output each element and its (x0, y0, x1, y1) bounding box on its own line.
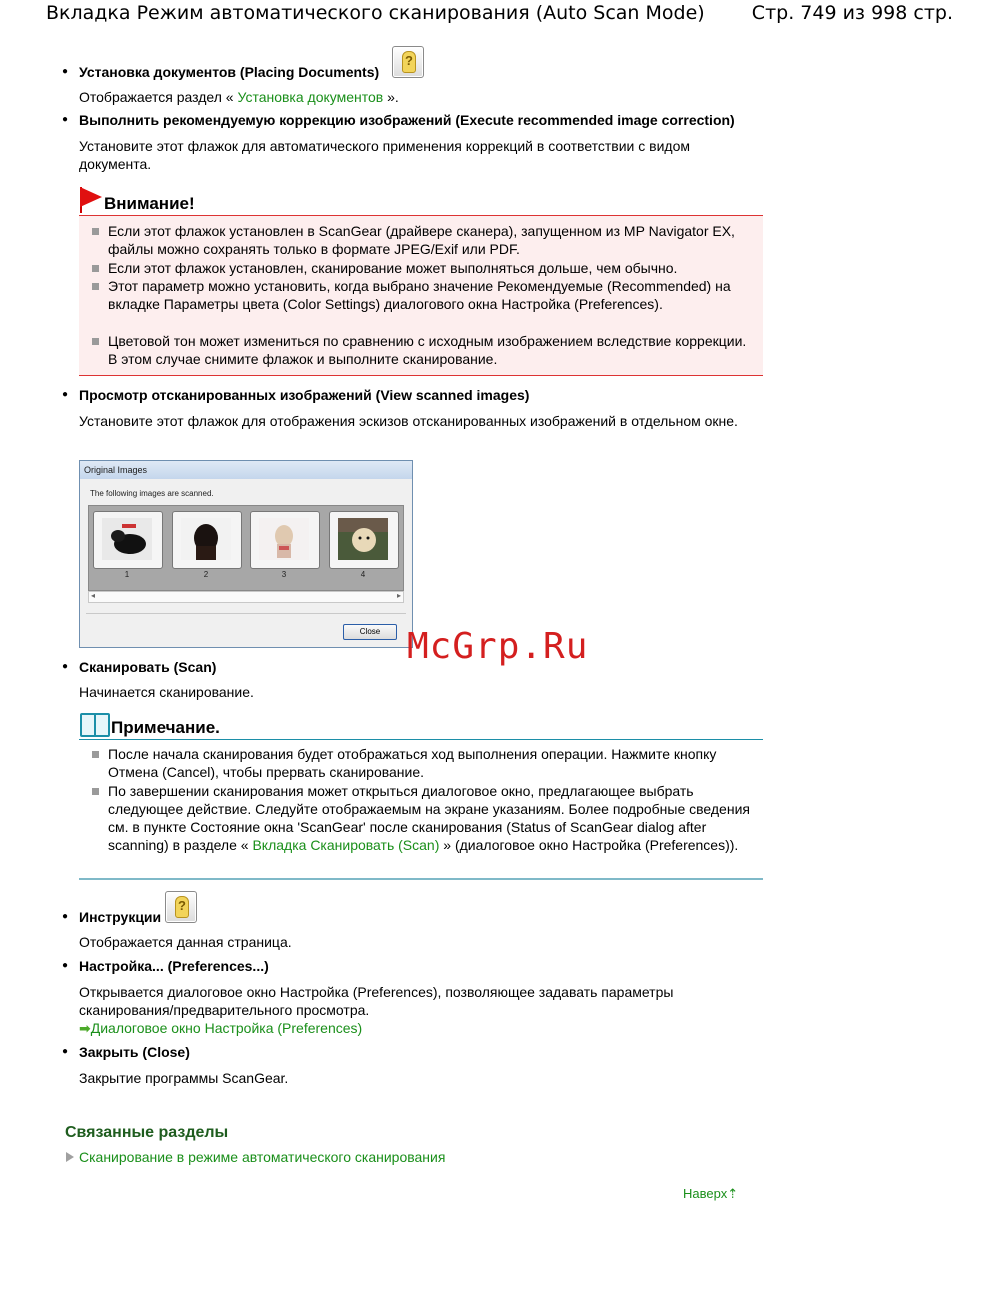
note-book-icon (80, 713, 110, 737)
caution-flag-icon (80, 187, 102, 207)
bullet: ● (62, 911, 69, 922)
scan-tab-link[interactable]: Вкладка Сканировать (Scan) (248, 837, 444, 853)
preferences-dialog-link[interactable]: Диалоговое окно Настройка (Preferences) (90, 1020, 363, 1036)
list-square-icon (92, 283, 99, 290)
preferences-title: Настройка... (Preferences...) (79, 958, 269, 974)
view-title: Просмотр отсканированных изображений (View scanned images) (79, 387, 530, 403)
thumbnail[interactable] (93, 511, 163, 569)
bullet: ● (62, 661, 69, 672)
back-to-top-label: Наверх (683, 1186, 728, 1201)
view-desc: Установите этот флажок для отображения эскизов отсканированных изображений в отдельном окне. (79, 413, 738, 429)
original-images-dialog (79, 460, 413, 648)
thumbnail[interactable] (172, 511, 242, 569)
back-to-top-link[interactable] (683, 1186, 738, 1202)
scan-desc: Начинается сканирование. (79, 684, 254, 700)
triangle-right-icon (66, 1152, 74, 1162)
horizontal-scrollbar[interactable] (88, 591, 404, 603)
arrow-up-icon: ⇡ (727, 1186, 739, 1201)
note-rule (79, 739, 763, 740)
dialog-separator (86, 613, 406, 614)
help-icon: ? (165, 891, 197, 923)
help-icon: ? (392, 46, 424, 78)
bullet: ● (62, 960, 69, 971)
thumbnail-strip (88, 505, 404, 591)
list-square-icon (92, 228, 99, 235)
correction-desc: Установите этот флажок для автоматического применения коррекций в соответствии с видом документа. (79, 138, 690, 172)
bullet: ● (62, 114, 69, 125)
watermark: McGrp.Ru (407, 626, 589, 667)
placing-desc (79, 88, 759, 106)
thumbnail[interactable] (250, 511, 320, 569)
caution-item: Если этот флажок установлен в ScanGear (драйвере сканера), запущенном из MP Navigator EX, файлы можно сохранять только в формате JPEG/Exif или PDF. (108, 223, 735, 257)
dog-photo-icon (181, 518, 231, 560)
scroll-right-icon[interactable]: ▸ (396, 591, 401, 600)
related-topic-link[interactable]: Сканирование в режиме автоматического сканирования (79, 1149, 446, 1165)
list-square-icon (92, 338, 99, 345)
scroll-left-icon[interactable]: ◂ (91, 591, 96, 600)
scan-title: Сканировать (Scan) (79, 659, 217, 675)
caution-title: Внимание! (104, 194, 195, 213)
list-square-icon (92, 265, 99, 272)
instructions-desc: Отображается данная страница. (79, 934, 292, 950)
preferences-desc: Открывается диалоговое окно Настройка (Preferences), позволяющее задавать параметры сканирования/предварительного просмотра. (79, 984, 674, 1018)
dog-photo-icon (102, 518, 152, 560)
thumbnail-number: 2 (203, 570, 209, 579)
instructions-title: Инструкции (79, 909, 162, 925)
bullet: ● (62, 389, 69, 400)
note-rule-bottom (79, 878, 763, 880)
caution-item: Цветовой тон может измениться по сравнению с исходным изображением вследствие коррекции. В этом случае снимите флажок и выполните сканирование. (108, 333, 747, 367)
related-topics-title: Связанные разделы (65, 1124, 229, 1141)
note-title: Примечание. (111, 718, 220, 737)
dialog-title: Original Images (80, 461, 412, 479)
note-item-text-end: » (диалоговое окно Настройка (Preferences)). (443, 837, 739, 853)
close-desc: Закрытие программы ScanGear. (79, 1070, 289, 1086)
page-header-title: Вкладка Режим автоматического сканирования (Auto Scan Mode) (46, 2, 705, 24)
list-square-icon (92, 751, 99, 758)
dialog-message: The following images are scanned. (90, 489, 214, 498)
placing-desc-prefix: Отображается раздел « (79, 89, 234, 105)
green-arrow-icon: ➡ (79, 1020, 91, 1036)
dog-photo-icon (259, 518, 309, 560)
correction-title: Выполнить рекомендуемую коррекцию изображений (Execute recommended image correction) (79, 112, 735, 128)
dog-photo-icon (338, 518, 388, 560)
note-item (108, 782, 756, 854)
note-item-text: По завершении сканирования может открыться диалоговое окно, предлагающее выбрать следующее действие. Следуйте отображаемым на экране указаниям. Более подробные сведения см. в пункте Состояние окна 'ScanGear' после сканирования (Status of ScanGear dialog after scanning) в разделе « (108, 783, 750, 853)
thumbnail-number: 4 (360, 570, 366, 579)
placing-documents-link[interactable]: Установка документов (233, 89, 388, 105)
dialog-close-button[interactable]: Close (343, 624, 397, 640)
note-item: После начала сканирования будет отображаться ход выполнения операции. Нажмите кнопку Отмена (Cancel), чтобы прервать сканирование. (108, 746, 717, 780)
placing-title: Установка документов (Placing Documents) (79, 64, 380, 80)
caution-item: Если этот флажок установлен, сканирование может выполняться дольше, чем обычно. (108, 260, 678, 276)
caution-item: Этот параметр можно установить, когда выбрано значение Рекомендуемые (Recommended) на вкладке Параметры цвета (Color Settings) диалогового окна Настройка (Preferences). (108, 278, 731, 312)
placing-desc-suffix: ». (387, 89, 399, 105)
thumbnail[interactable] (329, 511, 399, 569)
preferences-link-row (79, 1019, 759, 1037)
bullet: ● (62, 66, 69, 77)
close-title: Закрыть (Close) (79, 1044, 190, 1060)
list-square-icon (92, 788, 99, 795)
thumbnail-number: 1 (124, 570, 130, 579)
bullet: ● (62, 1046, 69, 1057)
thumbnail-number: 3 (281, 570, 287, 579)
page-counter: Стр. 749 из 998 стр. (751, 2, 953, 24)
